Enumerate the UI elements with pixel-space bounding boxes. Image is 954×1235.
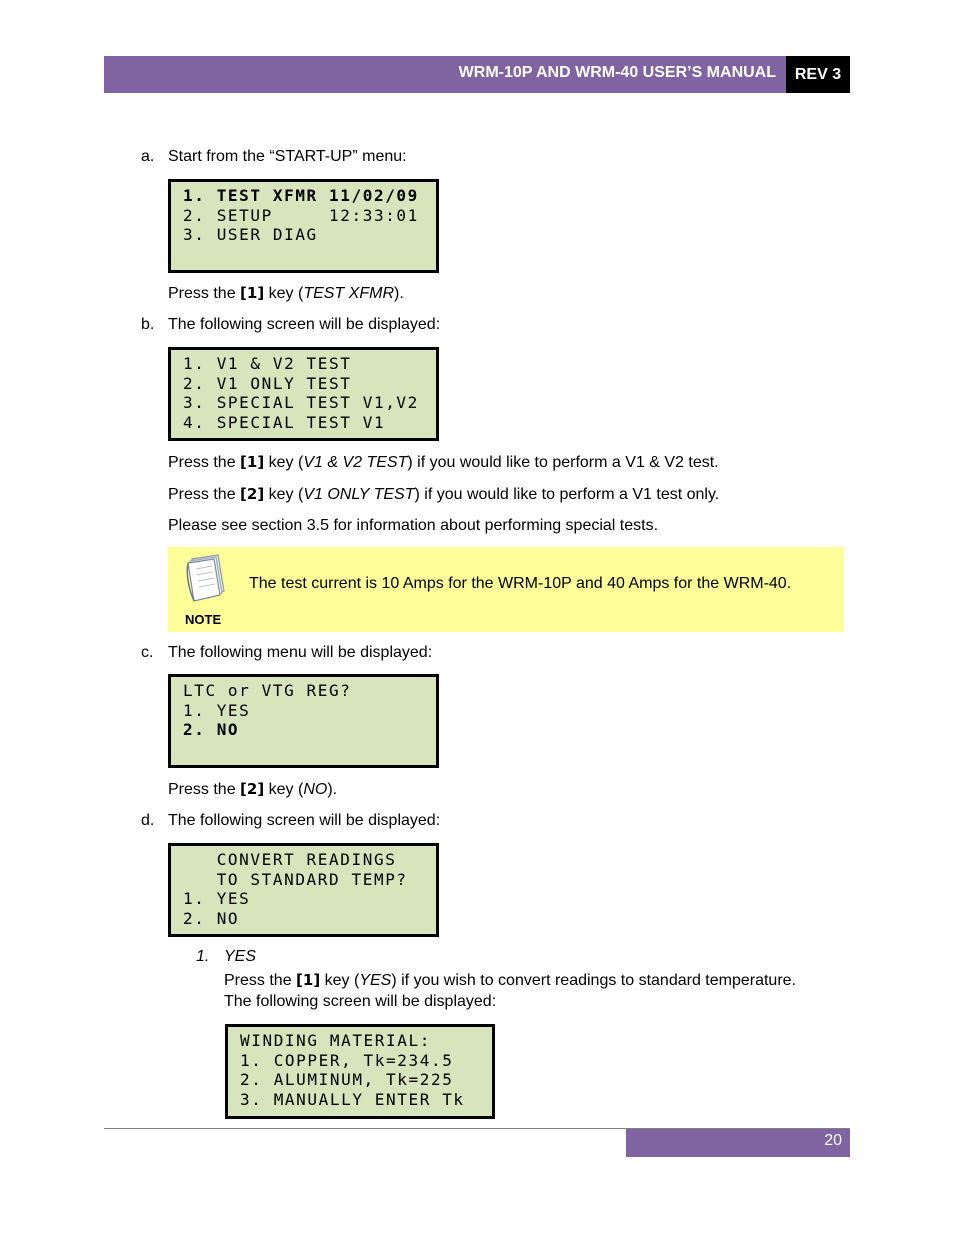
lcd-line: LTC or VTG REG?: [183, 681, 352, 700]
lcd-line: 4. SPECIAL TEST V1: [183, 412, 386, 432]
lcd-line: 1. TEST XFMR 11/02/09: [183, 186, 419, 205]
lcd-line: 1. V1 & V2 TEST: [183, 354, 352, 373]
lcd-convert-menu: [168, 843, 439, 937]
sub-item-number: 1.: [196, 948, 210, 965]
note-text: The test current is 10 Amps for the WRM-10P and 40 Amps for the WRM-40.: [249, 575, 792, 592]
lcd-line: 2. SETUP 12:33:01: [183, 205, 419, 225]
notepad-icon: [178, 553, 234, 603]
lcd-line: 3. SPECIAL TEST V1,V2: [183, 393, 419, 412]
lcd-ltc-menu: [168, 674, 439, 768]
special-tests-note: Please see section 3.5 for information about performing special tests.: [168, 517, 659, 534]
option-name: V1 & V2 TEST: [303, 454, 408, 471]
step-b-text: The following screen will be displayed:: [168, 316, 441, 333]
step-a-letter: a.: [141, 148, 155, 165]
revision-badge: REV 3: [786, 56, 850, 93]
note-label: NOTE: [185, 612, 222, 627]
lcd-test-menu: [168, 347, 439, 441]
step-d-text: The following screen will be displayed:: [168, 812, 441, 829]
instruction-1: Press the [1] key (TEST XFMR).: [168, 284, 404, 302]
step-c-letter: c.: [141, 644, 154, 661]
step-c-text: The following menu will be displayed:: [168, 644, 433, 661]
step-a-text: Start from the “START-UP” menu:: [168, 148, 407, 165]
key-label: [1]: [296, 971, 321, 989]
lcd-line: 2. NO: [183, 908, 240, 928]
lcd-line: 1. COPPER, Tk=234.5: [240, 1050, 454, 1070]
key-label: [1]: [240, 453, 265, 471]
lcd-line: 3. MANUALLY ENTER Tk: [240, 1089, 465, 1109]
key-label: [2]: [240, 780, 265, 798]
instruction-5: Press the [1] key (YES) if you wish to convert readings to standard temperature.: [224, 971, 796, 989]
sub-item-title: YES: [224, 948, 257, 965]
instruction-4: Press the [2] key (NO).: [168, 780, 338, 798]
page-number: 20: [626, 1129, 850, 1157]
lcd-line: 2. NO: [183, 720, 240, 739]
lcd-winding-menu: [225, 1024, 495, 1119]
lcd-line: 1. YES: [183, 700, 251, 720]
key-label: [2]: [240, 485, 265, 503]
step-b-letter: b.: [141, 316, 155, 333]
lcd-line: 3. USER DIAG: [183, 225, 318, 244]
header-bar: [104, 56, 786, 93]
manual-title: WRM-10P AND WRM-40 USER’S MANUAL: [458, 64, 776, 81]
option-name: V1 ONLY TEST: [303, 486, 415, 503]
lcd-line: CONVERT READINGS: [183, 850, 397, 869]
sub-item-following: The following screen will be displayed:: [224, 993, 497, 1010]
note-box: [168, 547, 844, 632]
instruction-2: Press the [1] key (V1 & V2 TEST) if you would like to perform a V1 & V2 test.: [168, 453, 719, 471]
key-label: [1]: [240, 284, 265, 302]
option-name: NO: [303, 781, 328, 798]
lcd-line: 2. V1 ONLY TEST: [183, 373, 352, 393]
lcd-line: TO STANDARD TEMP?: [183, 869, 408, 889]
instruction-3: Press the [2] key (V1 ONLY TEST) if you would like to perform a V1 test only.: [168, 485, 720, 503]
option-name: TEST XFMR: [303, 285, 394, 302]
lcd-startup-menu: [168, 179, 439, 273]
lcd-line: 1. YES: [183, 889, 251, 908]
lcd-line: 2. ALUMINUM, Tk=225: [240, 1070, 454, 1089]
option-name: YES: [359, 972, 392, 989]
step-d-letter: d.: [141, 812, 155, 829]
lcd-line: WINDING MATERIAL:: [240, 1031, 431, 1050]
